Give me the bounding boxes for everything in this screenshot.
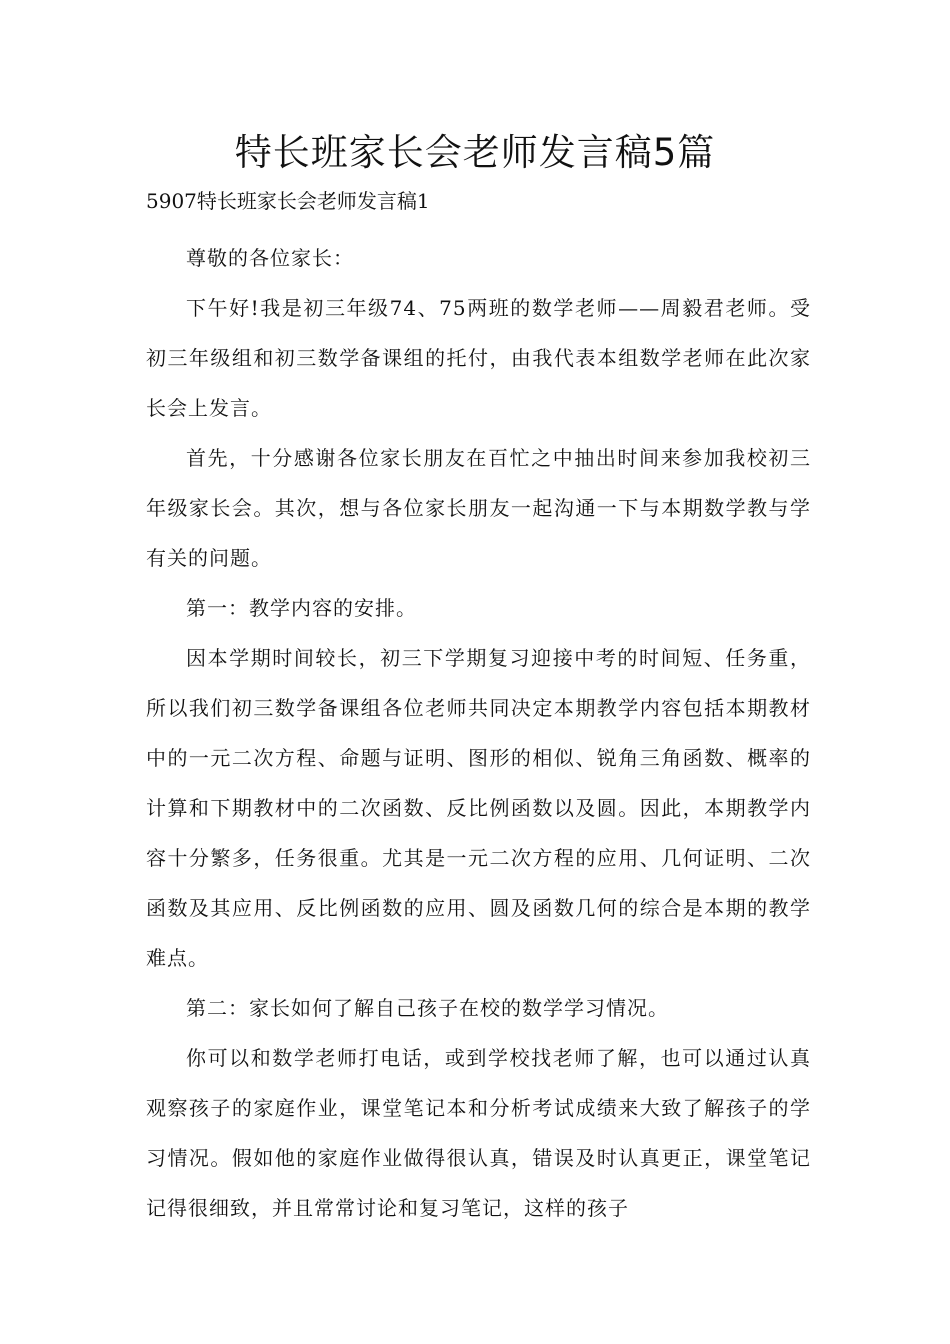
paragraph-parent-guidance: 你可以和数学老师打电话，或到学校找老师了解，也可以通过认真观察孩子的家庭作业，课堂笔记本和分析考试成绩来大致了解孩子的学习情况。假如他的家庭作业做得很认真，错误及时认真更正，课堂笔记记得很细致，并且常常讨论和复习笔记，这样的孩子 [146, 1046, 811, 1220]
paragraph-heading-second: 第二：家长如何了解自己孩子在校的数学学习情况。 [186, 996, 669, 1020]
document-body [146, 233, 811, 1233]
paragraph-heading-first: 第一：教学内容的安排。 [186, 596, 417, 620]
document-title: 特长班家长会老师发言稿5篇 [234, 131, 716, 174]
paragraph-greeting: 尊敬的各位家长： [186, 246, 354, 270]
section-subheading: 5907特长班家长会老师发言稿1 [146, 189, 430, 213]
paragraph-thanks: 首先，十分感谢各位家长朋友在百忙之中抽出时间来参加我校初三年级家长会。其次，想与各位家长朋友一起沟通一下与本期数学教与学有关的问题。 [146, 446, 811, 570]
paragraph-introduction: 下午好!我是初三年级74、75两班的数学老师——周毅君老师。受初三年级组和初三数学备课组的托付，由我代表本组数学老师在此次家长会上发言。 [146, 296, 811, 420]
paragraph-teaching-content: 因本学期时间较长，初三下学期复习迎接中考的时间短、任务重，所以我们初三数学备课组各位老师共同决定本期教学内容包括本期教材中的一元二次方程、命题与证明、图形的相似、锐角三角函数、概率的计算和下期教材中的二次函数、反比例函数以及圆。因此，本期教学内容十分繁多，任务很重。尤其是一元二次方程的应用、几何证明、二次函数及其应用、反比例函数的应用、圆及函数几何的综合是本期的教学难点。 [146, 646, 811, 970]
